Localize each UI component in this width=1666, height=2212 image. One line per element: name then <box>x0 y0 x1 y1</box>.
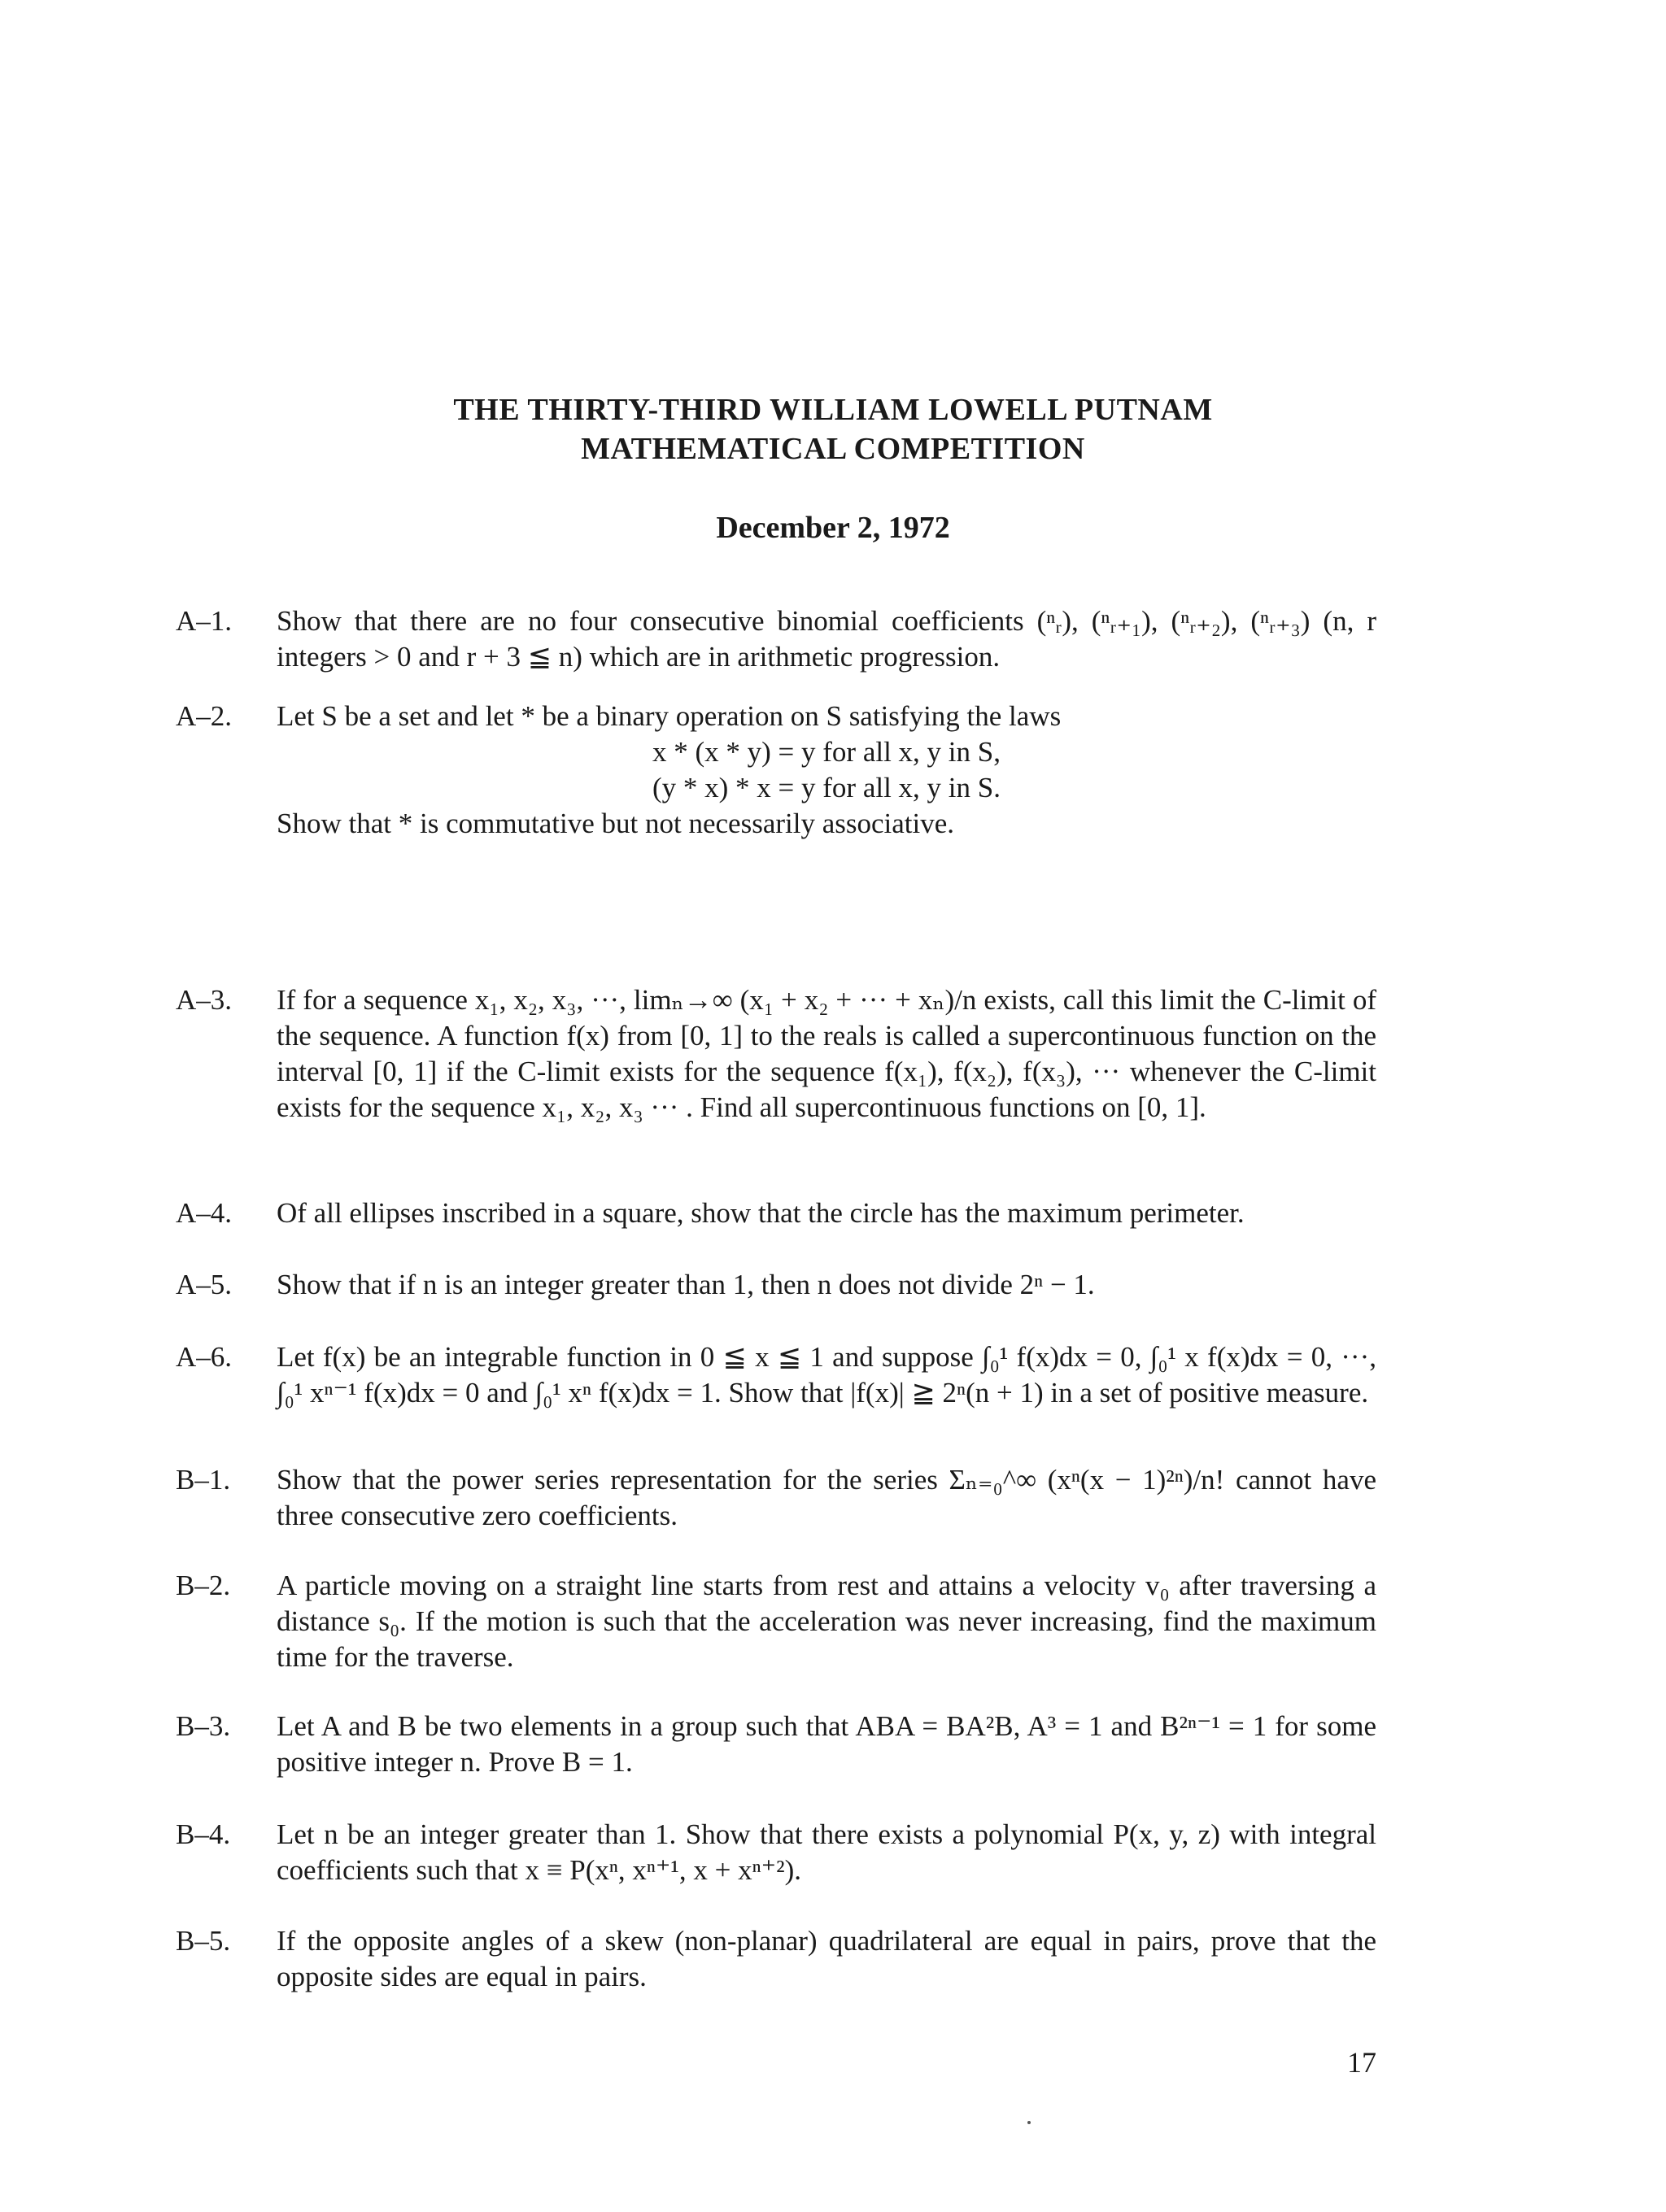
problem-label: B–1. <box>176 1464 231 1496</box>
problem-text: Let f(x) be an integrable function in 0 ≦ x ≦ 1 and suppose ∫₀¹ f(x)dx = 0, ∫₀¹ x f(x)dx = 0, ···, ∫₀¹ xⁿ⁻¹ f(x)dx = 0 and ∫₀¹ xⁿ f(x)dx = 1. Show that |f(x)| ≧ 2ⁿ(n + 1) in a set of positive measure. <box>277 1341 1376 1409</box>
title-line-2: MATHEMATICAL COMPETITION <box>581 432 1085 466</box>
equation-law-2: (y * x) * x = y for all x, y in S. <box>652 772 1001 803</box>
problem-b4 <box>176 1817 1376 1888</box>
problem-label: A–5. <box>176 1269 233 1300</box>
problem-b1 <box>176 1462 1376 1534</box>
problem-conclusion: Show that * is commutative but not necessarily associative. <box>277 808 955 839</box>
problem-text: If the opposite angles of a skew (non-planar) quadrilateral are equal in pairs, prove that the opposite sides are equal in pairs. <box>277 1925 1376 1992</box>
problem-a5 <box>176 1267 1376 1303</box>
problem-text: Let A and B be two elements in a group such that ABA = BA²B, A³ = 1 and B²ⁿ⁻¹ = 1 for some positive integer n. Prove B = 1. <box>277 1710 1376 1778</box>
problem-label: A–6. <box>176 1341 233 1373</box>
page-number: 17 <box>1347 2046 1376 2079</box>
problem-label: A–3. <box>176 984 233 1016</box>
problem-label: A–2. <box>176 700 233 732</box>
problem-text: A particle moving on a straight line starts from rest and attains a velocity v₀ after traversing a distance s₀. If the motion is such that the acceleration was never increasing, find the maximum time for the traverse. <box>277 1570 1376 1673</box>
problem-label: A–4. <box>176 1197 233 1229</box>
problem-text: Show that the power series representation for the series Σₙ₌₀^∞ (xⁿ(x − 1)²ⁿ)/n! cannot have three consecutive zero coefficients. <box>277 1464 1376 1531</box>
problem-a6 <box>176 1339 1376 1411</box>
problem-text: If for a sequence x₁, x₂, x₃, ···, limₙ→∞ (x₁ + x₂ + ··· + xₙ)/n exists, call this limit the C-limit of the sequence. A function f(x) from [0, 1] to the reals is called a supercontinuous function on the interval [0, 1] if the C-limit exists for the sequence f(x₁), f(x₂), f(x₃), ··· whenever the C-limit exists for the sequence x₁, x₂, x₃ ··· . Find all supercontinuous functions on [0, 1]. <box>277 984 1376 1123</box>
problem-text: Let n be an integer greater than 1. Show that there exists a polynomial P(x, y, z) with integral coefficients such that x ≡ P(xⁿ, xⁿ⁺¹, x + xⁿ⁺²). <box>277 1818 1376 1886</box>
problem-b3 <box>176 1709 1376 1780</box>
print-speck <box>1027 2121 1031 2124</box>
equation-law-1: x * (x * y) = y for all x, y in S, <box>652 736 1001 768</box>
problem-a1 <box>176 603 1376 675</box>
problem-label: B–2. <box>176 1570 231 1601</box>
problem-label: B–3. <box>176 1710 231 1742</box>
competition-date: December 2, 1972 <box>716 511 950 545</box>
title-line-1: THE THIRTY-THIRD WILLIAM LOWELL PUTNAM <box>453 393 1213 427</box>
problem-a3 <box>176 982 1376 1126</box>
problem-label: A–1. <box>176 605 233 637</box>
problem-text: Show that if n is an integer greater than 1, then n does not divide 2ⁿ − 1. <box>277 1269 1095 1300</box>
problem-b2 <box>176 1568 1376 1675</box>
problem-text: Of all ellipses inscribed in a square, show that the circle has the maximum perimeter. <box>277 1197 1245 1229</box>
problem-text: Let S be a set and let * be a binary operation on S satisfying the laws <box>277 700 1062 732</box>
problem-label: B–5. <box>176 1925 231 1957</box>
problem-a4 <box>176 1195 1376 1231</box>
problem-label: B–4. <box>176 1818 231 1850</box>
problem-text: Show that there are no four consecutive binomial coefficients (ⁿᵣ), (ⁿᵣ₊₁), (ⁿᵣ₊₂), (ⁿᵣ₊₃) (n, r integers > 0 and r + 3 ≦ n) which are in arithmetic progression. <box>277 605 1376 673</box>
problem-b5 <box>176 1923 1376 1995</box>
problem-a2 <box>176 699 1376 842</box>
